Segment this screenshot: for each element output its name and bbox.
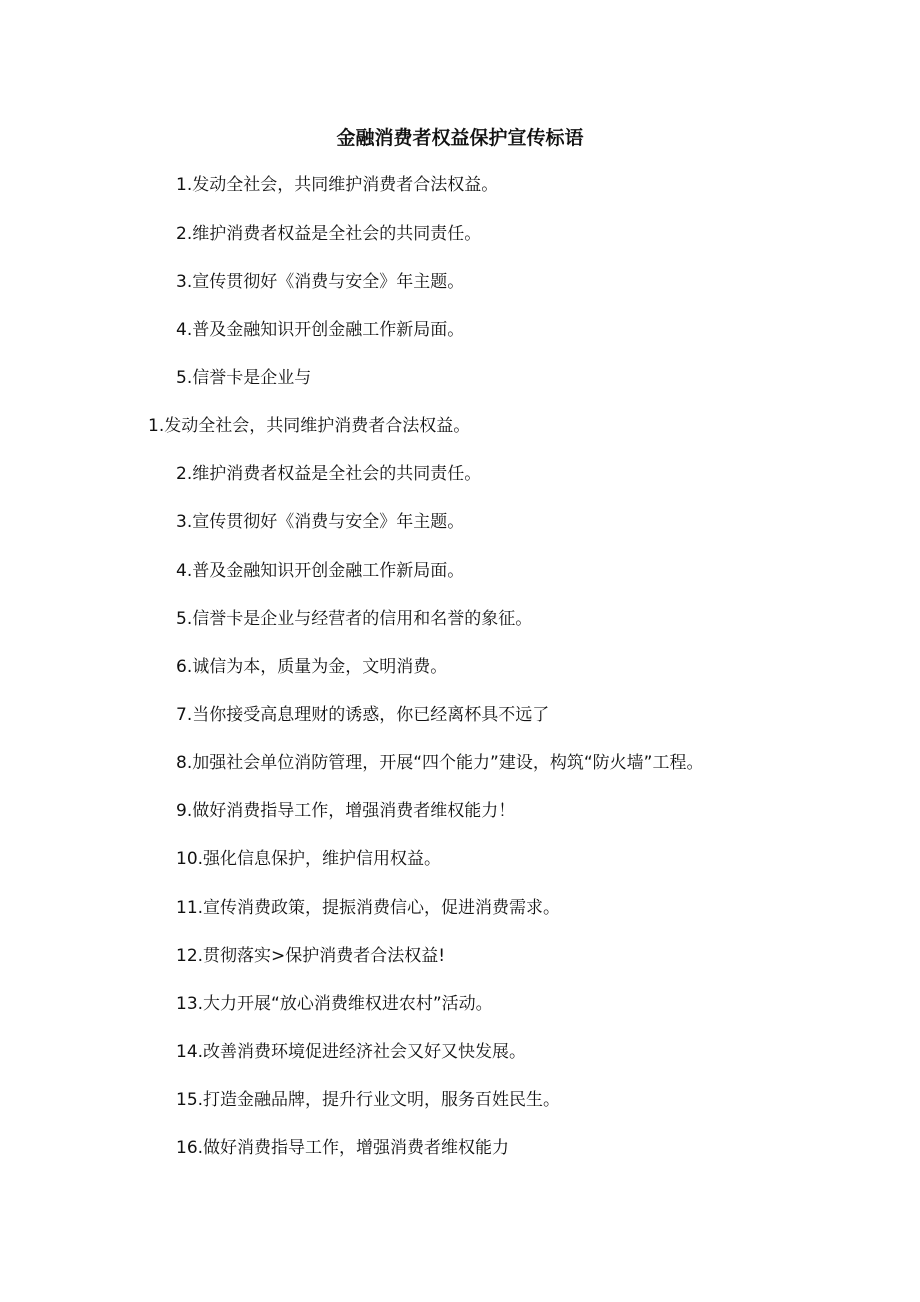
- slogan-line: 14.改善消费环境促进经济社会又好又快发展。: [176, 1042, 527, 1062]
- slogan-line: 12.贯彻落实>保护消费者合法权益!: [176, 946, 446, 966]
- slogan-line: 11.宣传消费政策，提振消费信心，促进消费需求。: [176, 898, 561, 918]
- slogan-line: 4.普及金融知识开创金融工作新局面。: [176, 561, 465, 581]
- slogan-line: 2.维护消费者权益是全社会的共同责任。: [176, 224, 482, 244]
- slogan-line: 1.发动全社会，共同维护消费者合法权益。: [148, 416, 471, 436]
- slogan-line: 4.普及金融知识开创金融工作新局面。: [176, 320, 465, 340]
- slogan-line: 13.大力开展“放心消费维权进农村”活动。: [176, 994, 493, 1014]
- slogan-line: 3.宣传贯彻好《消费与安全》年主题。: [176, 512, 465, 532]
- slogan-line: 5.信誉卡是企业与: [176, 368, 312, 388]
- slogan-line: 5.信誉卡是企业与经营者的信用和名誉的象征。: [176, 609, 533, 629]
- slogan-line: 1.发动全社会，共同维护消费者合法权益。: [176, 175, 499, 195]
- slogan-line: 7.当你接受高息理财的诱惑，你已经离杯具不远了: [176, 705, 550, 725]
- slogan-line: 6.诚信为本，质量为金，文明消费。: [176, 657, 448, 677]
- slogan-line: 10.强化信息保护，维护信用权益。: [176, 849, 442, 869]
- slogan-line: 16.做好消费指导工作，增强消费者维权能力: [176, 1138, 510, 1158]
- slogan-line: 15.打造金融品牌，提升行业文明，服务百姓民生。: [176, 1090, 561, 1110]
- slogan-line: 2.维护消费者权益是全社会的共同责任。: [176, 464, 482, 484]
- document-title: 金融消费者权益保护宣传标语: [336, 127, 584, 149]
- slogan-line: 8.加强社会单位消防管理，开展“四个能力”建设，构筑“防火墙”工程。: [176, 753, 704, 773]
- slogan-line: 3.宣传贯彻好《消费与安全》年主题。: [176, 272, 465, 292]
- slogan-line: 9.做好消费指导工作，增强消费者维权能力！: [176, 801, 516, 821]
